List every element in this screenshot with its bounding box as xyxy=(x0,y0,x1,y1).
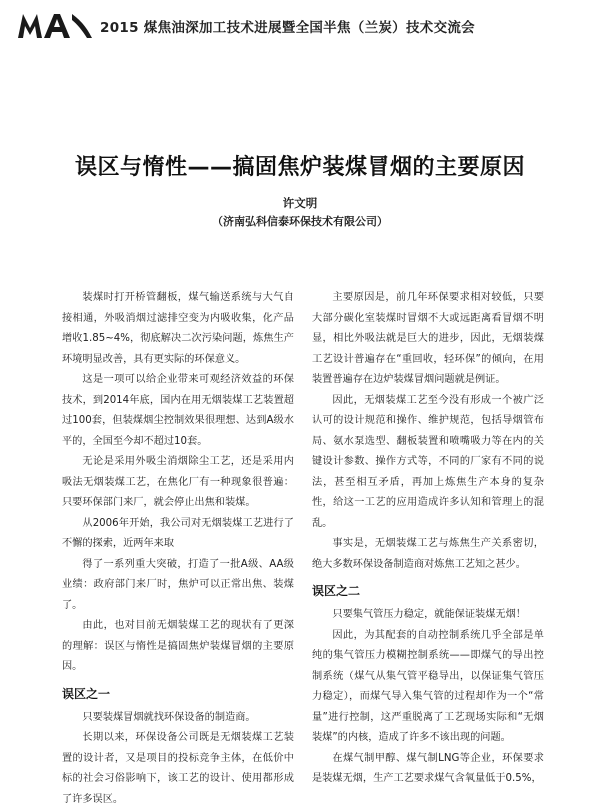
paragraph: 从2006年开始，我公司对无烟装煤工艺进行了不懈的探索，近两年来取 xyxy=(62,517,294,549)
paragraph: 因此，无烟装煤工艺至今没有形成一个被广泛认可的设计规范和操作、维护规范，包括导烟管布局、氨水泵选型、翻板装置和喷嘴吸力等在内的关键设计参数、操作方式等，不同的厂家有不同的说法，甚至相互矛盾，再加上炼焦生产本身的复杂性，给这一工艺的应用造成许多认知和管理上的混乱。 xyxy=(312,394,544,529)
section-heading: 误区之一 xyxy=(62,686,111,701)
right-column xyxy=(312,288,544,790)
paragraph: 无论是采用外吸尘消烟除尘工艺，还是采用内吸法无烟装煤工艺，在焦化厂有一种现象很普遍：只要环保部门来厂，就会停止出焦和装煤。 xyxy=(62,456,294,508)
article-author: 许文明 xyxy=(282,196,318,210)
page-header xyxy=(0,0,600,46)
paragraph: 长期以来，环保设备公司既是无烟装煤工艺装置的设计者，又是项目的投标竞争主体，在低价中标的社会习俗影响下，该工艺的设计、使用都形成了许多误区。 xyxy=(62,732,294,805)
paragraph: 这是一项可以给企业带来可观经济效益的环保技术，到2014年底，国内在用无烟装煤工艺装置超过100套，但装煤烟尘控制效果很理想、达到A级水平的，全国至今却不超过10套。 xyxy=(62,374,294,447)
conference-title: 2015 煤焦油深加工技术进展暨全国半焦（兰炭）技术交流会 xyxy=(100,20,475,36)
paragraph: 得了一系列重大突破，打造了一批A级、AA级业绩：政府部门来厂时，焦炉可以正常出焦、装煤了。 xyxy=(62,558,294,611)
paragraph: 由此，也对目前无烟装煤工艺的现状有了更深的理解：误区与惰性是搞固焦炉装煤冒烟的主要原因。 xyxy=(62,620,294,672)
left-column xyxy=(62,288,294,810)
paragraph: 事实是，无烟装煤工艺与炼焦生产关系密切，绝大多数环保设备制造商对炼焦工艺知之甚少。 xyxy=(312,538,544,570)
article-title: 误区与惰性——搞固焦炉装煤冒烟的主要原因 xyxy=(74,155,525,180)
paragraph: 主要原因是，前几年环保要求相对较低，只要大部分碳化室装煤时冒烟不大或远距离看冒烟不明显，相比外吸法就是巨大的进步，因此，无烟装煤工艺设计普遍存在“重回收，轻环保”的倾向，在用装置普遍存在边炉装煤冒烟问题就是例证。 xyxy=(312,292,544,385)
article-affiliation: （济南弘科信泰环保技术有限公司） xyxy=(212,215,388,228)
paragraph: 在煤气制甲醇、煤气制LNG等企业，环保要求是装煤无烟，生产工艺要求煤气含氧量低于0.5%， xyxy=(312,752,544,784)
paragraph: 只要集气管压力稳定，就能保证装煤无烟！ xyxy=(332,609,526,620)
paragraph: 因此，为其配套的自动控制系统几乎全部是单纯的集气管压力模糊控制系统——即煤气的导出控制系统（煤气从集气管平稳导出，以保证集气管压力稳定），而煤气导入集气管的过程却作为一个“常量”进行控制，这严重脱离了工艺现场实际和“无烟装煤”的内核，造成了许多不该出现的问题。 xyxy=(312,629,544,743)
section-heading: 误区之二 xyxy=(312,584,361,598)
paragraph: 只要装煤冒烟就找环保设备的制造商。 xyxy=(82,711,256,723)
conference-logo xyxy=(16,10,94,40)
paragraph: 装煤时打开桥管翻板，煤气输送系统与大气自接相通，外吸消烟过滤排空变为内吸收集，化产品增收1.85~4%，彻底解决二次污染问题，炼焦生产环境明显改善，具有更实际的环保意义。 xyxy=(62,292,294,365)
